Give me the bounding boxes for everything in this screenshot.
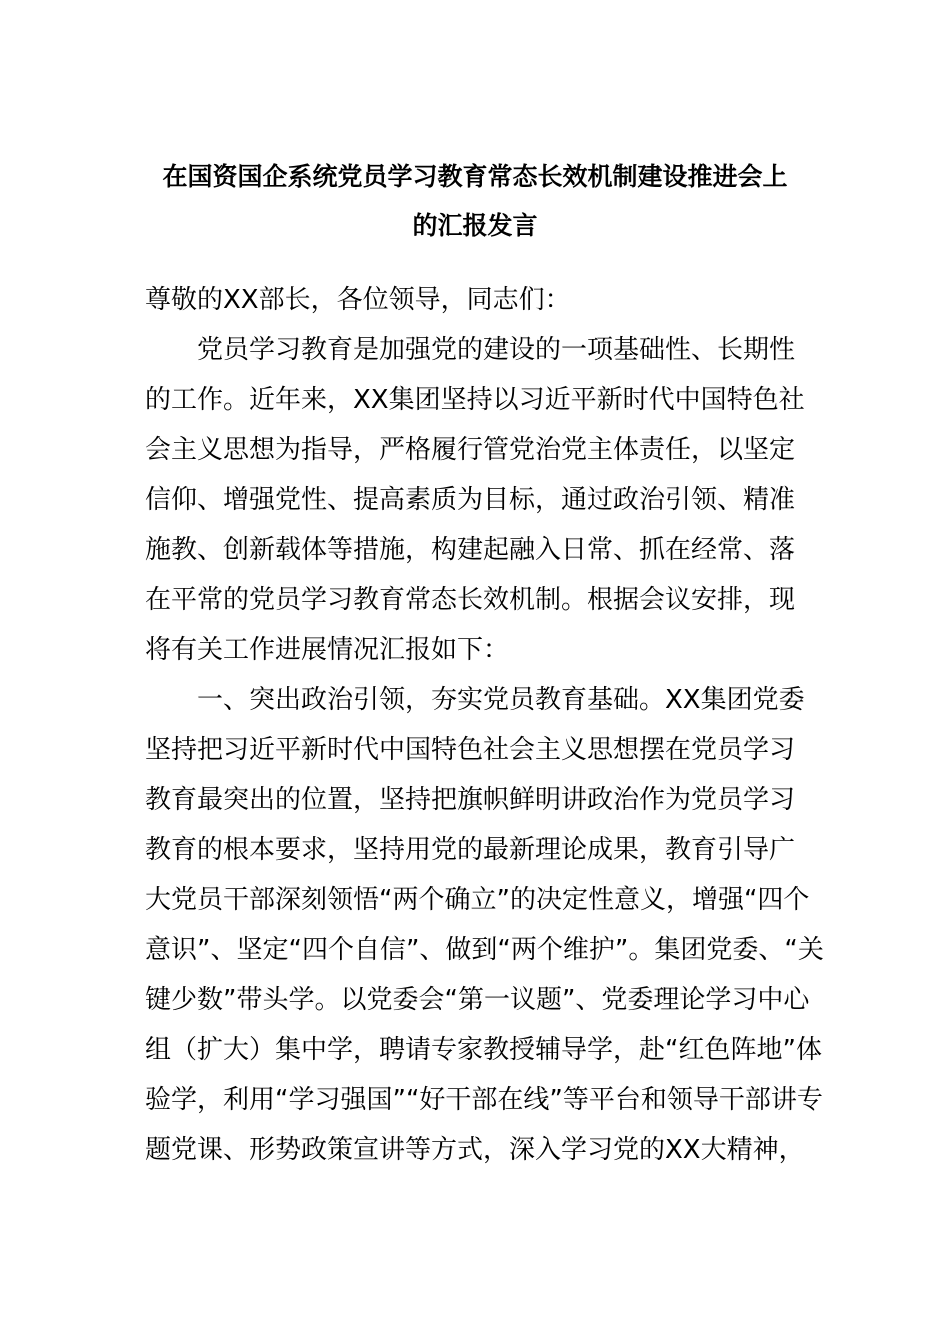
body-line: 会主义思想为指导，严格履行管党治党主体责任，以坚定 [145,435,796,465]
body-line: 大党员干部深刻领悟“两个确立”的决定性意义，增强“四个 [145,885,810,915]
body-line: 意识”、坚定“四个自信”、做到“两个维护”。集团党委、“关 [145,935,824,965]
body-line: 将有关工作进展情况汇报如下： [145,635,510,665]
body-line: 施教、创新载体等措施，构建起融入日常、抓在经常、落 [145,535,796,565]
body-line: 一、突出政治引领，夯实党员教育基础。XX集团党委 [145,685,805,715]
body-line: 教育最突出的位置，坚持把旗帜鲜明讲政治作为党员学习 [145,785,796,815]
body-line: 验学，利用“学习强国”“好干部在线”等平台和领导干部讲专 [145,1085,823,1115]
body-line: 组（扩大）集中学，聘请专家教授辅导学，赴“红色阵地”体 [145,1035,822,1065]
body-line: 党员学习教育是加强党的建设的一项基础性、长期性 [145,335,796,365]
body-line: 键少数”带头学。以党委会“第一议题”、党委理论学习中心 [145,985,810,1015]
salutation-line: 尊敬的XX部长，各位领导，同志们： [145,285,571,315]
body-line: 信仰、增强党性、提高素质为目标，通过政治引领、精准 [145,485,796,515]
body-line: 在平常的党员学习教育常态长效机制。根据会议安排，现 [145,585,796,615]
body-line: 题党课、形势政策宣讲等方式，深入学习党的XX大精神， [145,1135,805,1165]
document-title-line-2: 的汇报发言 [412,211,538,240]
document-title-line-1: 在国资国企系统党员学习教育常态长效机制建设推进会上 [162,162,788,191]
body-line: 教育的根本要求，坚持用党的最新理论成果，教育引导广 [145,835,796,865]
body-line: 坚持把习近平新时代中国特色社会主义思想摆在党员学习 [145,735,796,765]
body-line: 的工作。近年来，XX集团坚持以习近平新时代中国特色社 [145,385,805,415]
